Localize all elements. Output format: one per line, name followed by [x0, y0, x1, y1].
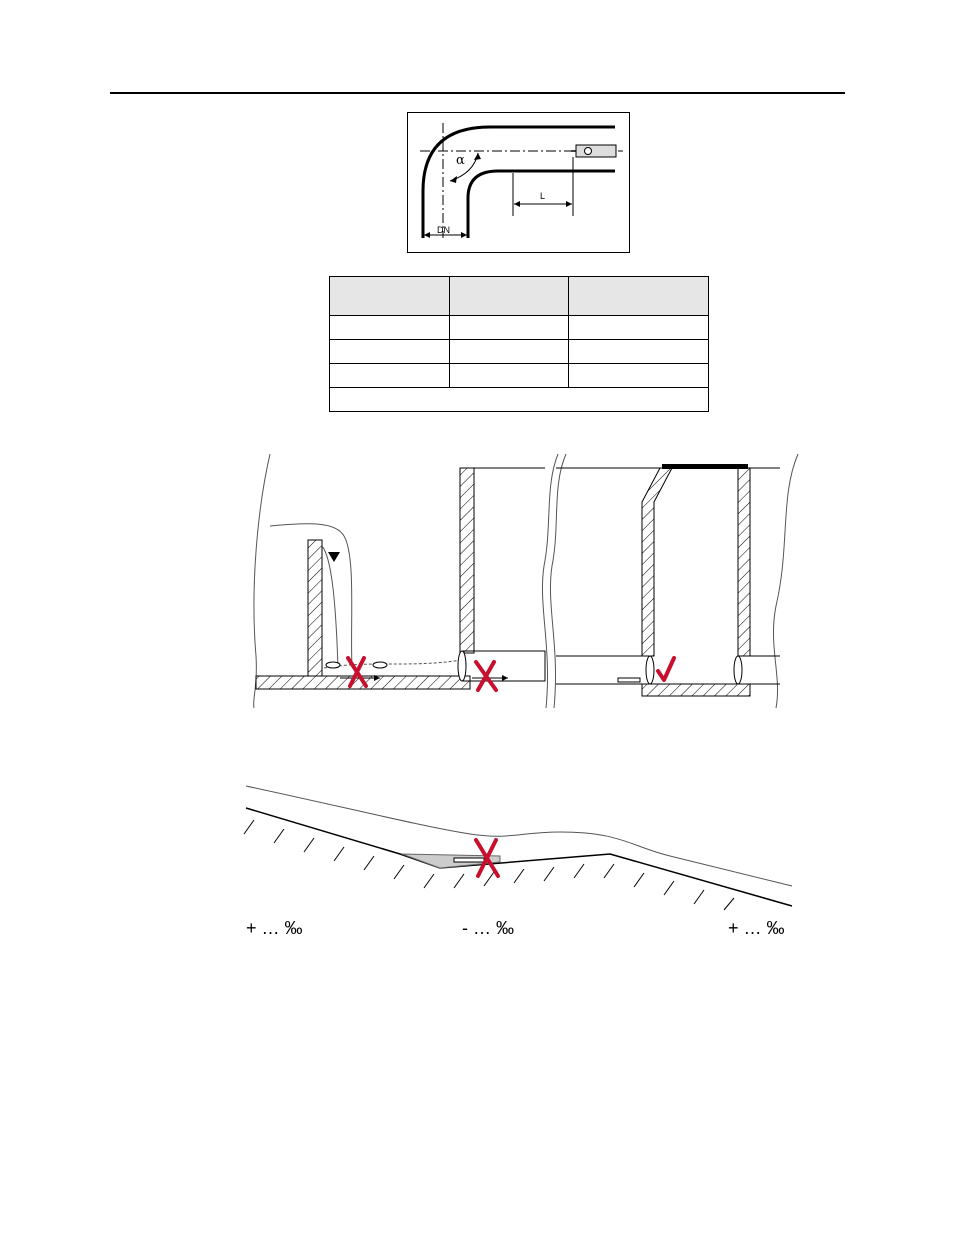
header-rule	[110, 92, 845, 94]
flow-direction-arrow	[328, 552, 340, 562]
spec-table	[329, 276, 709, 412]
shaft-drawing	[240, 446, 800, 716]
table-header-cell	[569, 277, 709, 316]
drop-wall	[308, 540, 322, 676]
angle-symbol: α	[456, 153, 465, 168]
manhole-wall-left	[642, 468, 672, 656]
check-mark-icon	[658, 658, 674, 680]
pipe-bed	[246, 808, 792, 906]
sensor-icon	[618, 678, 640, 682]
pipe-bend-figure	[407, 112, 630, 253]
sensor-icon	[326, 662, 340, 668]
soil-contour-left	[254, 454, 270, 708]
manhole-cover	[662, 464, 748, 469]
sensor-body	[576, 145, 616, 157]
soil-contour-middle-b	[550, 454, 566, 708]
sensor-head-icon	[585, 148, 592, 155]
table-header-cell	[330, 277, 450, 316]
table-row	[330, 364, 709, 388]
slope-drawing	[240, 776, 800, 911]
angle-arrowhead-top	[474, 153, 481, 160]
water-jet-inner	[322, 546, 338, 668]
chamber-wall-left	[460, 468, 474, 653]
sensor-icon	[373, 662, 387, 668]
sensor-icon	[454, 858, 484, 862]
slope-label-right: + … ‰	[728, 918, 785, 938]
table-cell	[569, 316, 709, 340]
table-header-cell	[449, 277, 569, 316]
table-footer-row	[330, 388, 709, 412]
table-footer-cell	[330, 388, 709, 412]
manhole-floor	[642, 684, 750, 696]
table-row	[330, 316, 709, 340]
water-surface	[246, 786, 792, 886]
table-row	[330, 340, 709, 364]
table-cell	[330, 316, 450, 340]
slope-figure	[240, 776, 800, 916]
soil-contour-right	[773, 454, 798, 708]
table-cell	[569, 364, 709, 388]
outlet-pipe-right	[738, 656, 780, 684]
turbulent-flow	[324, 660, 462, 668]
table-cell	[330, 340, 450, 364]
length-label: L	[540, 191, 546, 201]
table-header-row	[330, 277, 709, 316]
pipe-outer-wall	[423, 127, 615, 238]
slope-label-middle: - … ‰	[462, 918, 514, 938]
table-cell	[449, 316, 569, 340]
diameter-label: DN	[437, 225, 450, 235]
shaft-installation-figure	[240, 446, 800, 721]
manhole-wall-right	[738, 468, 750, 656]
angle-arrowhead-bottom	[450, 176, 457, 183]
slope-label-left: + … ‰	[246, 918, 303, 938]
table-cell	[569, 340, 709, 364]
table-cell	[330, 364, 450, 388]
pipe-bend-drawing	[408, 113, 631, 254]
cross-mark-icon	[476, 662, 496, 690]
table-cell	[449, 364, 569, 388]
table-cell	[449, 340, 569, 364]
